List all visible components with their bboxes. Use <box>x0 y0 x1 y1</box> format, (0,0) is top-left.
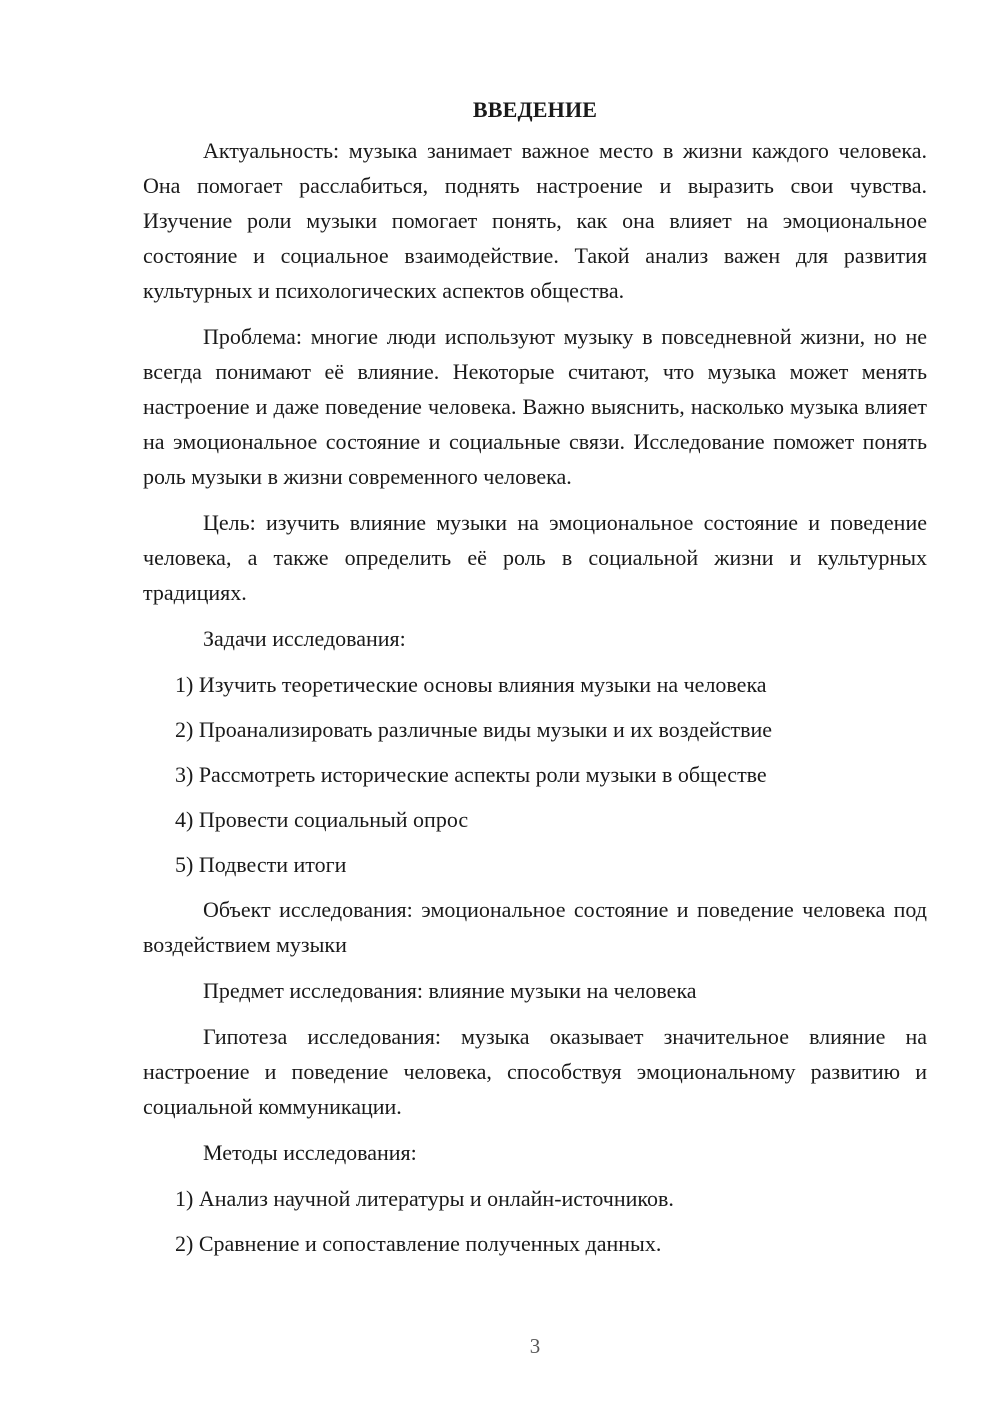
task-item: 2) Проанализировать различные виды музыки и их воздействие <box>175 717 773 742</box>
goal-paragraph: Цель: изучить влияние музыки на эмоциональное состояние и поведение человека, а также определить её роль в социальной жизни и культурных традициях. <box>143 510 927 605</box>
relevance-paragraph: Актуальность: музыка занимает важное место в жизни каждого человека. Она помогает расслабиться, поднять настроение и выразить свои чувства. Изучение роли музыки помогает понять, как она влияет на эмоциональное состояние и социальное взаимодействие. Такой анализ важен для развития культурных и психологических аспектов общества. <box>143 138 927 303</box>
subject-paragraph: Предмет исследования: влияние музыки на человека <box>203 978 697 1003</box>
task-item: 1) Изучить теоретические основы влияния музыки на человека <box>175 672 767 697</box>
page-number: 3 <box>529 1334 541 1358</box>
method-item: 1) Анализ научной литературы и онлайн-источников. <box>175 1186 674 1211</box>
task-item: 4) Провести социальный опрос <box>175 807 469 832</box>
hypothesis-paragraph: Гипотеза исследования: музыка оказывает значительное влияние на настроение и поведение человека, способствуя эмоциональному развитию и социальной коммуникации. <box>143 1024 927 1119</box>
tasks-heading: Задачи исследования: <box>203 626 406 651</box>
task-item: 5) Подвести итоги <box>175 852 347 877</box>
task-item: 3) Рассмотреть исторические аспекты роли музыки в обществе <box>175 762 767 787</box>
methods-heading: Методы исследования: <box>203 1140 417 1165</box>
problem-paragraph: Проблема: многие люди используют музыку в повседневной жизни, но не всегда понимают её влияние. Некоторые считают, что музыка может менять настроение и даже поведение человека. Важно выяснить, насколько музыка влияет на эмоциональное состояние и социальные связи. Исследование поможет понять роль музыки в жизни современного человека. <box>143 324 927 489</box>
method-item: 2) Сравнение и сопоставление полученных данных. <box>175 1231 662 1256</box>
object-paragraph: Объект исследования: эмоциональное состояние и поведение человека под воздействием музыки <box>143 897 927 957</box>
section-title: ВВЕДЕНИЕ <box>472 97 598 122</box>
page-content <box>143 92 927 1271</box>
